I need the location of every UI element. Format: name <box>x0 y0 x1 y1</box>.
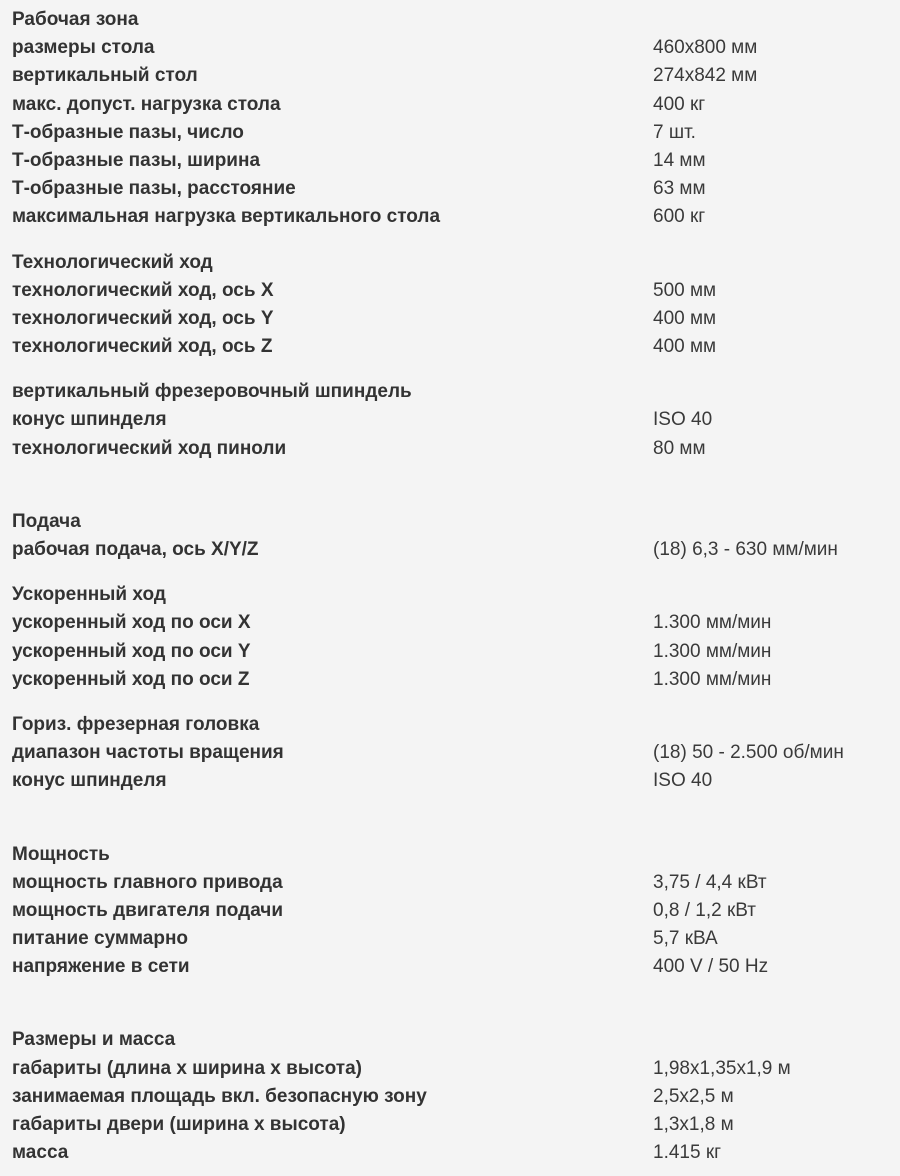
spec-value: 460x800 мм <box>653 37 758 59</box>
spec-row <box>12 147 892 175</box>
spec-row <box>12 305 892 333</box>
spec-row <box>12 897 892 925</box>
spec-value: 400 мм <box>653 336 717 358</box>
spec-value: ISO 40 <box>653 409 713 431</box>
section-title: Подача <box>12 510 81 532</box>
section-title: Мощность <box>12 843 110 865</box>
spec-table <box>12 6 892 1167</box>
spec-value: 400 мм <box>653 307 717 329</box>
section-heading <box>12 1026 892 1054</box>
section-title: Ускоренный ход <box>12 584 166 606</box>
spec-label: макс. допуст. нагрузка стола <box>12 93 281 115</box>
spec-row <box>12 62 892 90</box>
spec-row <box>12 925 892 953</box>
section-title: Технологический ход <box>12 251 213 273</box>
spec-row <box>12 203 892 231</box>
spacer <box>12 694 892 711</box>
spec-row <box>12 435 892 463</box>
spacer <box>12 463 892 508</box>
spec-row <box>12 333 892 361</box>
spec-label: технологический ход, ось Z <box>12 336 273 358</box>
spec-value: (18) 50 - 2.500 об/мин <box>653 742 844 764</box>
section-heading <box>12 6 892 34</box>
spacer <box>12 796 892 841</box>
spec-value: 0,8 / 1,2 кВт <box>653 899 756 921</box>
spec-label: ускоренный ход по оси Y <box>12 640 251 662</box>
spec-label: Т-образные пазы, ширина <box>12 149 261 171</box>
spec-row <box>12 953 892 981</box>
spec-value: 400 V / 50 Hz <box>653 956 769 978</box>
spec-value: 400 кг <box>653 93 706 115</box>
spec-value: 14 мм <box>653 149 706 171</box>
spec-value: 274x842 мм <box>653 65 758 87</box>
spec-row <box>12 666 892 694</box>
spec-row <box>12 609 892 637</box>
spec-row <box>12 406 892 434</box>
spec-row <box>12 1111 892 1139</box>
section-title: Рабочая зона <box>12 9 139 30</box>
spec-label: размеры стола <box>12 37 155 59</box>
spec-label: максимальная нагрузка вертикального стола <box>12 206 441 228</box>
spec-row <box>12 1055 892 1083</box>
spec-label: технологический ход, ось X <box>12 279 274 301</box>
section-title: вертикальный фрезеровочный шпиндель <box>12 381 412 403</box>
spec-row <box>12 1139 892 1167</box>
spec-label: ускоренный ход по оси Z <box>12 668 250 690</box>
spec-row <box>12 175 892 203</box>
section-heading <box>12 378 892 406</box>
spec-label: габариты двери (ширина x высота) <box>12 1114 346 1135</box>
spacer <box>12 981 892 1026</box>
spec-value: 600 кг <box>653 206 706 228</box>
spec-value: 3,75 / 4,4 кВт <box>653 871 767 893</box>
section-heading <box>12 249 892 277</box>
spec-label: занимаемая площадь вкл. безопасную зону <box>12 1085 427 1107</box>
spec-label: Т-образные пазы, число <box>12 121 244 143</box>
spec-value: ISO 40 <box>653 770 713 792</box>
spec-value: 5,7 кВА <box>653 928 718 950</box>
spec-row <box>12 119 892 147</box>
spec-value: 80 мм <box>653 437 706 459</box>
spec-value: 1,3x1,8 м <box>653 1114 734 1135</box>
spacer <box>12 564 892 581</box>
spec-row <box>12 638 892 666</box>
spec-label: ускоренный ход по оси X <box>12 612 251 634</box>
spec-label: масса <box>12 1142 69 1164</box>
spec-row <box>12 34 892 62</box>
spec-label: мощность двигателя подачи <box>12 899 284 921</box>
spec-row <box>12 739 892 767</box>
spec-value: 63 мм <box>653 178 706 200</box>
section-heading <box>12 711 892 739</box>
section-title: Гориз. фрезерная головка <box>12 713 260 735</box>
spec-row <box>12 536 892 564</box>
spec-label: рабочая подача, ось X/Y/Z <box>12 539 259 560</box>
spec-label: диапазон частоты вращения <box>12 742 284 764</box>
section-heading <box>12 841 892 869</box>
spec-label: Т-образные пазы, расстояние <box>12 178 296 200</box>
spec-label: конус шпинделя <box>12 409 167 431</box>
spec-value: 1.415 кг <box>653 1142 722 1164</box>
spec-value: 1.300 мм/мин <box>653 668 772 690</box>
spec-row <box>12 869 892 897</box>
spec-row <box>12 1083 892 1111</box>
spec-label: напряжение в сети <box>12 956 190 978</box>
spec-value: 500 мм <box>653 279 717 301</box>
section-title: Размеры и масса <box>12 1029 176 1051</box>
spec-label: мощность главного привода <box>12 871 283 893</box>
spec-row <box>12 277 892 305</box>
spec-label: технологический ход, ось Y <box>12 307 274 329</box>
spec-value: 1.300 мм/мин <box>653 612 772 634</box>
spec-label: питание суммарно <box>12 928 189 950</box>
spec-label: вертикальный стол <box>12 65 198 87</box>
spec-label: габариты (длина x ширина x высота) <box>12 1057 362 1079</box>
spec-value: 2,5x2,5 м <box>653 1085 734 1107</box>
spec-value: 7 шт. <box>653 121 696 143</box>
spacer <box>12 361 892 378</box>
spec-label: технологический ход пиноли <box>12 437 287 459</box>
spec-value: 1,98x1,35x1,9 м <box>653 1057 791 1079</box>
spec-row <box>12 91 892 119</box>
spacer <box>12 232 892 249</box>
spec-label: конус шпинделя <box>12 770 167 792</box>
section-heading <box>12 581 892 609</box>
spec-row <box>12 767 892 795</box>
spec-value: (18) 6,3 - 630 мм/мин <box>653 539 838 560</box>
section-heading <box>12 508 892 536</box>
spec-value: 1.300 мм/мин <box>653 640 772 662</box>
